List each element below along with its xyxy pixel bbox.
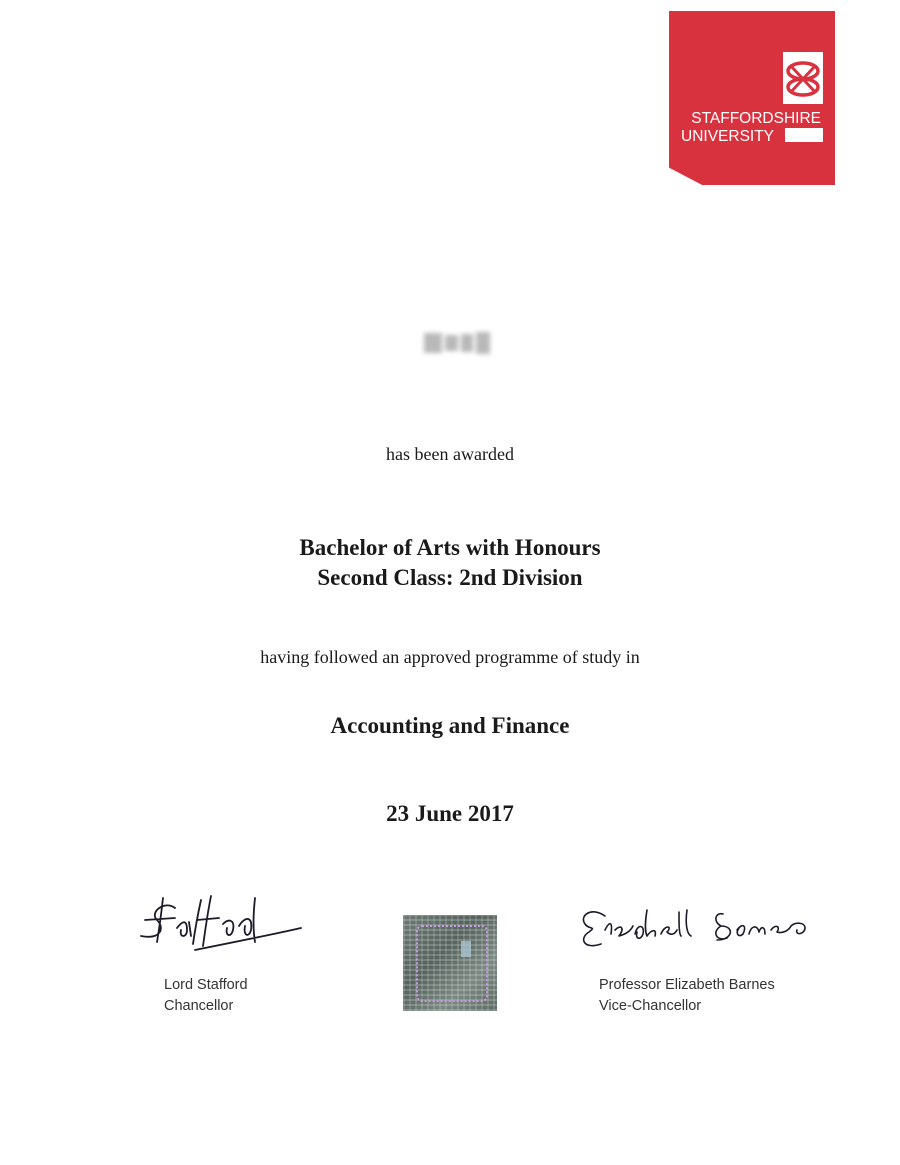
redacted-recipient-name: [424, 327, 490, 359]
logo-line-2: UNIVERSITY: [681, 128, 775, 145]
chancellor-signature: [135, 890, 305, 960]
university-logo: [669, 11, 835, 185]
vice-chancellor-signature-block: [599, 975, 775, 1017]
logo-crest-icon: [669, 11, 835, 185]
chancellor-signature-block: [164, 975, 248, 1017]
degree-line-1: Bachelor of Arts with Honours: [299, 535, 601, 560]
vice-chancellor-title: Vice-Chancellor: [599, 998, 702, 1014]
awarded-text: has been awarded: [386, 444, 514, 464]
chancellor-name: Lord Stafford: [164, 977, 248, 993]
chancellor-title: Chancellor: [164, 998, 234, 1014]
hologram-seal: [403, 915, 497, 1011]
logo-line-1: STAFFORDSHIRE: [691, 110, 821, 127]
degree-title: [0, 533, 900, 593]
programme-text: having followed an approved programme of study in: [260, 647, 640, 667]
vice-chancellor-name: Professor Elizabeth Barnes: [599, 977, 775, 993]
award-date: 23 June 2017: [386, 801, 514, 826]
hologram-chip-icon: [461, 941, 471, 957]
degree-line-2: Second Class: 2nd Division: [317, 565, 583, 590]
hologram-border: [416, 925, 488, 1002]
vice-chancellor-signature: [575, 900, 820, 960]
subject-title: Accounting and Finance: [330, 713, 570, 738]
